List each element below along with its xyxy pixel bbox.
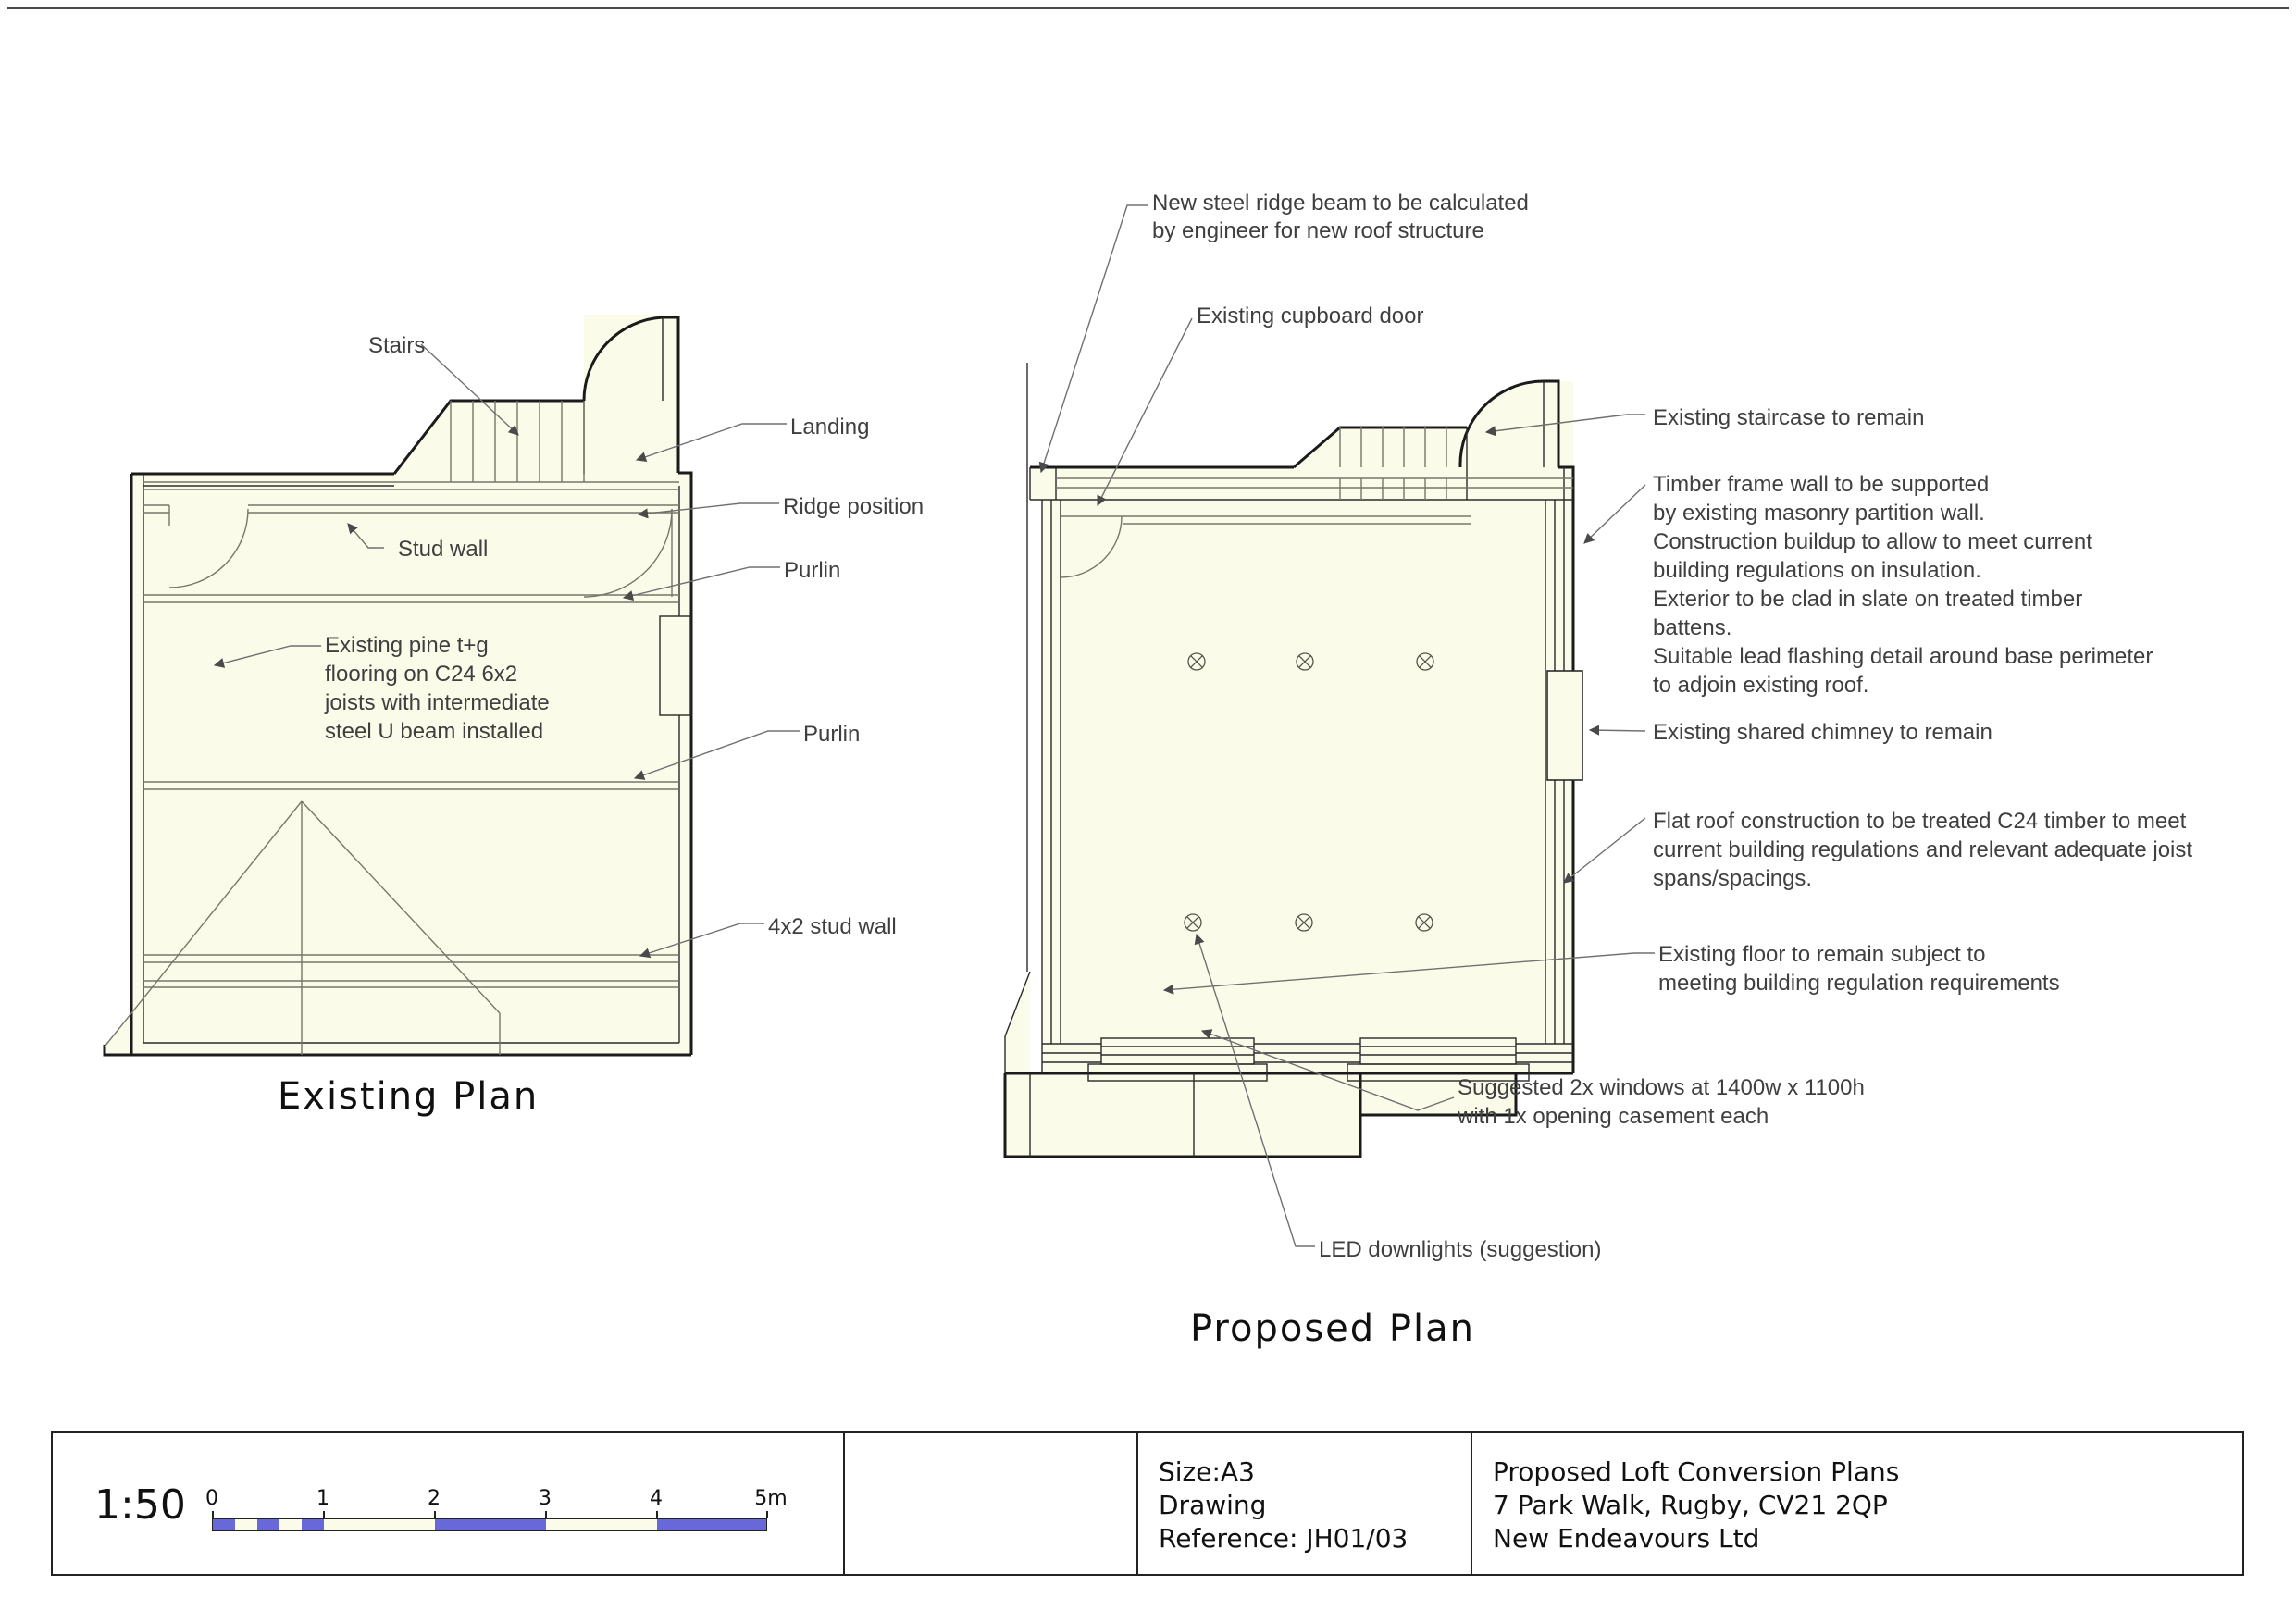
label-existing-floor	[1658, 940, 2060, 997]
timber-frame-line: by existing masonry partition wall.	[1653, 501, 1985, 526]
drawing-label: Drawing	[1159, 1490, 1267, 1520]
label-windows	[1458, 1073, 1865, 1131]
flat-roof-line: Flat roof construction to be treated C24 timber to meet	[1653, 809, 2187, 834]
label-flooring-note	[325, 631, 550, 746]
flooring-line: joists with intermediate	[325, 690, 550, 715]
ridge-beam-line: by engineer for new roof structure	[1152, 218, 1484, 243]
ridge-beam-line: New steel ridge beam to be calculated	[1152, 191, 1529, 216]
timber-frame-line: battens.	[1653, 615, 1732, 640]
windows-line: Suggested 2x windows at 1400w x 1100h	[1458, 1075, 1865, 1100]
label-shared-chimney: Existing shared chimney to remain	[1653, 720, 1992, 745]
timber-frame-line: to adjoin existing roof.	[1653, 673, 1869, 698]
title-block-divider	[1136, 1433, 1138, 1574]
scale-bar	[212, 1518, 767, 1531]
scale-tick	[212, 1511, 214, 1518]
scale-tick	[766, 1511, 768, 1518]
scale-ratio: 1:50	[94, 1481, 186, 1529]
flooring-line: Existing pine t+g	[325, 633, 489, 658]
scale-bar-segment	[213, 1519, 235, 1530]
scale-tick	[434, 1511, 436, 1518]
scale-bar-segment	[657, 1519, 766, 1530]
timber-frame-line: Suitable lead flashing detail around base perimeter	[1653, 644, 2153, 669]
existing-chimney-recess	[660, 616, 690, 715]
proposed-chimney	[1547, 671, 1582, 780]
label-cupboard-door: Existing cupboard door	[1197, 304, 1424, 328]
drawing-reference: Reference: JH01/03	[1159, 1523, 1409, 1554]
label-ridge-position: Ridge position	[783, 494, 925, 519]
flooring-line: steel U beam installed	[325, 719, 544, 744]
timber-frame-line: Construction buildup to allow to meet current	[1653, 529, 2092, 554]
label-landing: Landing	[790, 415, 870, 440]
scale-tick	[656, 1511, 658, 1518]
scale-num: 1	[316, 1487, 329, 1510]
flat-roof-line: spans/spacings.	[1653, 866, 1813, 891]
scale-bar-segment	[302, 1519, 324, 1530]
label-staircase: Existing staircase to remain	[1653, 405, 1925, 430]
scale-num: 5m	[754, 1487, 788, 1510]
scale-bar-segment	[435, 1519, 546, 1530]
project-address: 7 Park Walk, Rugby, CV21 2QP	[1493, 1490, 1888, 1520]
proposed-plan-body	[1005, 381, 1573, 1157]
label-4x2-stud-wall: 4x2 stud wall	[768, 914, 897, 939]
scale-num: 0	[205, 1487, 218, 1510]
proposed-plan-drawing	[944, 167, 2296, 1369]
label-stairs: Stairs	[368, 333, 426, 358]
label-stud-wall: Stud wall	[398, 537, 489, 562]
label-purlin-lower: Purlin	[803, 722, 861, 747]
scale-tick	[323, 1511, 325, 1518]
label-ridge-beam	[1152, 190, 1529, 245]
timber-frame-line: Timber frame wall to be supported	[1653, 472, 1990, 497]
label-timber-frame	[1653, 470, 2153, 700]
project-title: Proposed Loft Conversion Plans	[1493, 1456, 1900, 1487]
label-led-downlights: LED downlights (suggestion)	[1319, 1237, 1602, 1262]
sheet-border-top	[7, 7, 2289, 9]
label-purlin-upper: Purlin	[784, 558, 841, 583]
scale-num: 2	[428, 1487, 441, 1510]
flooring-line: flooring on C24 6x2	[325, 662, 518, 687]
title-block-divider	[1471, 1433, 1472, 1574]
scale-bar-segment	[257, 1519, 279, 1530]
proposed-plan-title: Proposed Plan	[1190, 1307, 1475, 1350]
title-block	[51, 1431, 2244, 1576]
scale-num: 3	[539, 1487, 552, 1510]
label-flat-roof	[1653, 807, 2192, 893]
scale-tick	[545, 1511, 547, 1518]
existing-floor-line: Existing floor to remain subject to	[1658, 942, 1986, 967]
existing-floor-line: meeting building regulation requirements	[1658, 971, 2060, 996]
title-block-divider	[843, 1433, 845, 1574]
timber-frame-line: Exterior to be clad in slate on treated timber	[1653, 587, 2083, 612]
scale-num: 4	[650, 1487, 663, 1510]
existing-plan-title: Existing Plan	[278, 1075, 540, 1118]
sheet-size: Size:A3	[1159, 1456, 1255, 1487]
project-company: New Endeavours Ltd	[1493, 1523, 1760, 1554]
timber-frame-line: building regulations on insulation.	[1653, 558, 1981, 583]
flat-roof-line: current building regulations and relevant adequate joist	[1653, 837, 2193, 862]
windows-line: with 1x opening casement each	[1458, 1104, 1769, 1129]
